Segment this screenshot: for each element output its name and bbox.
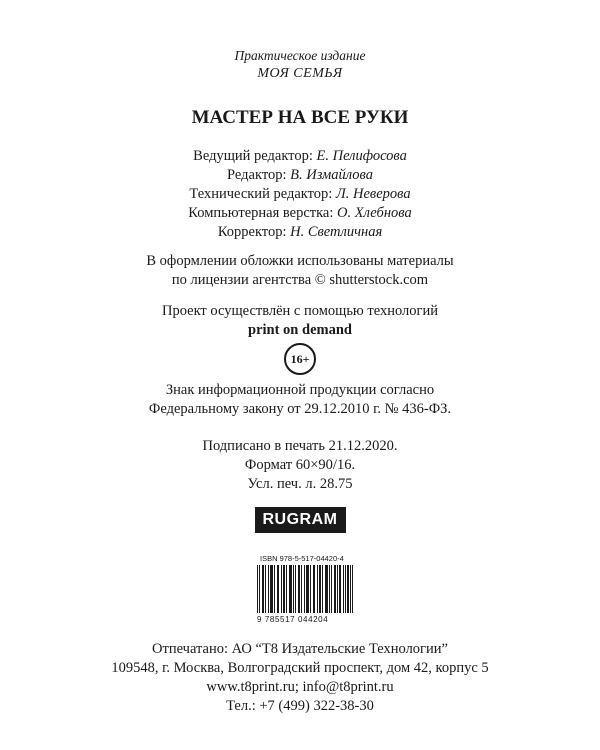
series-note: Практическое издание xyxy=(234,48,366,63)
isbn-barcode xyxy=(257,565,353,613)
barcode-bar xyxy=(308,565,309,613)
barcode-bar xyxy=(286,565,287,613)
barcode-bar xyxy=(284,565,285,613)
barcode-bar xyxy=(307,565,308,613)
law-note: Знак информационной продукции согласно Федеральному закону от 29.12.2010 г. № 436-ФЗ. xyxy=(148,382,452,417)
barcode-bar xyxy=(278,565,279,613)
credits-list xyxy=(0,147,600,242)
credit-tech-editor: Технический редактор: Л. Неверова xyxy=(189,186,411,202)
barcode-bar xyxy=(313,565,314,613)
barcode-bar xyxy=(331,565,332,613)
age-rating-badge: 16+ xyxy=(284,343,316,375)
barcode-bar xyxy=(319,565,320,613)
barcode-bar xyxy=(347,565,348,613)
barcode-bar xyxy=(329,565,330,613)
barcode-bar xyxy=(265,565,266,613)
barcode-bar xyxy=(289,565,290,613)
barcode-bar xyxy=(299,565,300,613)
barcode-bar xyxy=(272,565,273,613)
barcode-bar xyxy=(263,565,264,613)
barcode-bar xyxy=(293,565,294,613)
barcode-bar xyxy=(301,565,302,613)
barcode-bar xyxy=(310,565,311,613)
book-title: МАСТЕР НА ВСЕ РУКИ xyxy=(191,107,409,128)
barcode-bar xyxy=(350,565,351,613)
credit-proofreader: Корректор: Н. Светличная xyxy=(217,224,383,240)
barcode-bar xyxy=(320,565,321,613)
barcode-bar xyxy=(259,565,260,613)
barcode-bar xyxy=(277,565,278,613)
barcode-bar xyxy=(314,565,315,613)
barcode-bar xyxy=(274,565,275,613)
barcode-bar xyxy=(281,565,282,613)
print-info: Подписано в печать 21.12.2020. Формат 60×90/16. Усл. печ. л. 28.75 xyxy=(202,438,398,492)
barcode-bar xyxy=(295,565,296,613)
barcode-bar xyxy=(283,565,284,613)
barcode-bar xyxy=(262,565,263,613)
credit-layout: Компьютерная верстка: О. Хлебнова xyxy=(188,205,412,221)
barcode-bar xyxy=(335,565,336,613)
barcode-bar xyxy=(322,565,323,613)
barcode-bar xyxy=(343,565,344,613)
barcode-bar xyxy=(339,565,340,613)
barcode-bar xyxy=(337,565,338,613)
barcode-bar xyxy=(291,565,292,613)
isbn-label: ISBN 978-5-517-04420-4 xyxy=(260,554,344,563)
barcode-bar xyxy=(317,565,318,613)
printer-info: Отпечатано: АО “Т8 Издательские Технологии” 109548, г. Москва, Волгоградский проспект, дом 42, корпус 5 www.t8print.ru; info@t8print.ru Тел.: +7 (499) 322-38-30 xyxy=(111,641,489,714)
ean-digits: 9 785517 044204 xyxy=(257,615,329,624)
publisher-logo: RUGRAM xyxy=(255,507,346,533)
barcode-bar xyxy=(348,565,349,613)
barcode-bar xyxy=(352,565,353,613)
barcode-bar xyxy=(270,565,271,613)
series-name: МОЯ СЕМЬЯ xyxy=(257,66,343,81)
barcode-bar xyxy=(334,565,335,613)
license-note: В оформлении обложки использованы материалы по лицензии агентства © shutterstock.com xyxy=(146,253,454,288)
barcode-bar xyxy=(268,565,269,613)
barcode-bar xyxy=(290,565,291,613)
barcode-bar xyxy=(298,565,299,613)
credit-editor: Редактор: В. Измайлова xyxy=(227,167,373,183)
barcode-bar xyxy=(271,565,272,613)
barcode-bar xyxy=(327,565,328,613)
barcode-bar xyxy=(326,565,327,613)
barcode-bar xyxy=(306,565,307,613)
barcode-bar xyxy=(257,565,258,613)
credit-lead-editor: Ведущий редактор: Е. Пелифосова xyxy=(193,148,407,164)
barcode-bar xyxy=(345,565,346,613)
project-note: Проект осуществлён с помощью технологий print on demand xyxy=(161,303,438,338)
barcode-bar xyxy=(325,565,326,613)
barcode-bar xyxy=(340,565,341,613)
barcode-bar xyxy=(304,565,305,613)
